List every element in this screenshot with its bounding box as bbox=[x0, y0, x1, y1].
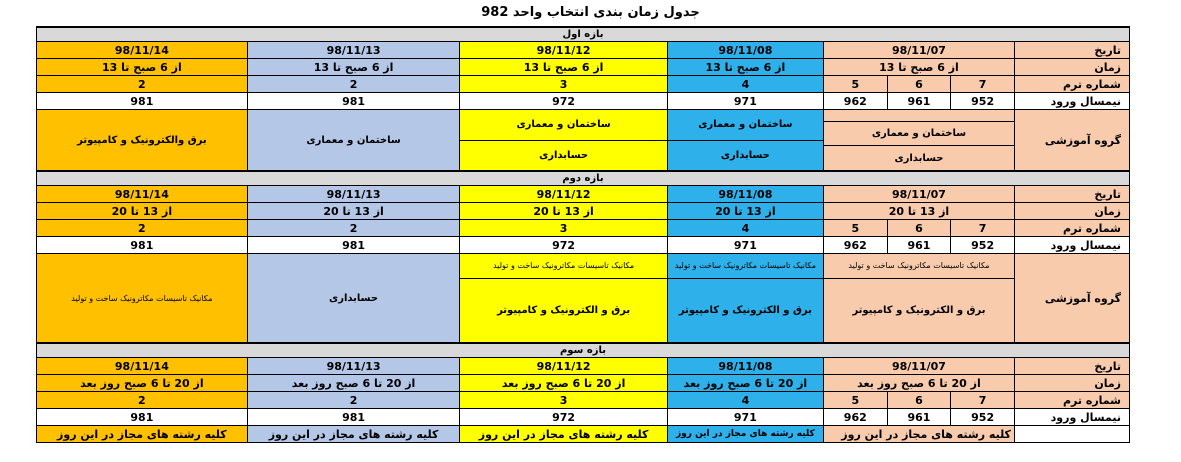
date-cell: 98/11/08 bbox=[667, 42, 823, 59]
allfields-cell: کلیه رشته های مجاز در این روز bbox=[667, 426, 823, 443]
group-list bbox=[824, 254, 1014, 342]
entry-cell: 981 bbox=[247, 93, 460, 110]
term-cell: 2 bbox=[247, 76, 460, 93]
date-cell: 98/11/08 bbox=[667, 358, 823, 375]
group-cell bbox=[247, 254, 460, 344]
time-cell: از 13 تا 20 bbox=[460, 203, 667, 220]
entry-cell: 971 bbox=[667, 93, 823, 110]
row-label-time: زمان bbox=[1014, 203, 1129, 220]
entry-cell: 962 bbox=[823, 409, 887, 426]
time-cell: از 13 تا 20 bbox=[37, 203, 248, 220]
row-label-term: شماره ترم bbox=[1014, 392, 1129, 409]
allfields-cell: کلیه رشته های مجاز در این روز bbox=[460, 426, 667, 443]
page-title: جدول زمان بندی انتخاب واحد 982 bbox=[481, 5, 700, 20]
time-cell: از 13 تا 20 bbox=[247, 203, 460, 220]
entry-cell: 962 bbox=[823, 93, 887, 110]
row-label-entry: نیمسال ورود bbox=[1014, 409, 1129, 426]
group-name: ساختمان و معماری bbox=[306, 134, 401, 146]
term-cell: 3 bbox=[460, 76, 667, 93]
group-name: برق و الکترونیک و کامپیوتر bbox=[824, 278, 1014, 342]
group-name: ساختمان و معماری bbox=[516, 119, 611, 131]
period-header-row bbox=[37, 27, 1130, 42]
entry-cell: 972 bbox=[460, 93, 667, 110]
time-cell: از 13 تا 20 bbox=[667, 203, 823, 220]
entry-cell: 971 bbox=[667, 409, 823, 426]
row-label-date: تاریخ bbox=[1014, 186, 1129, 203]
entry-cell: 952 bbox=[951, 93, 1015, 110]
group-name: مکانیک تاسیسات مکاترونیک ساخت و تولید bbox=[71, 293, 213, 303]
group-list bbox=[668, 110, 823, 170]
row-label-date: تاریخ bbox=[1014, 358, 1129, 375]
term-cell: 7 bbox=[951, 392, 1015, 409]
term-cell: 5 bbox=[823, 76, 887, 93]
term-cell: 2 bbox=[247, 220, 460, 237]
term-cell: 3 bbox=[460, 220, 667, 237]
group-name: مکانیک تاسیسات مکاترونیک ساخت و تولید bbox=[674, 261, 816, 271]
term-cell: 7 bbox=[951, 76, 1015, 93]
entry-cell: 981 bbox=[37, 93, 248, 110]
entry-cell: 952 bbox=[951, 237, 1015, 254]
group-cell bbox=[37, 110, 248, 172]
group-list bbox=[668, 254, 823, 342]
group-name: حسابداری bbox=[668, 140, 823, 171]
row-label-group: گروه آموزشی bbox=[1014, 110, 1129, 172]
date-cell: 98/11/14 bbox=[37, 42, 248, 59]
period-header-row bbox=[37, 343, 1130, 358]
term-cell: 2 bbox=[247, 392, 460, 409]
group-list bbox=[824, 110, 1014, 170]
row-label-date: تاریخ bbox=[1014, 42, 1129, 59]
date-cell: 98/11/08 bbox=[667, 186, 823, 203]
group-name: مکانیک تاسیسات مکاترونیک ساخت و تولید bbox=[848, 261, 990, 271]
group-cell bbox=[667, 254, 823, 344]
date-cell: 98/11/07 bbox=[823, 42, 1014, 59]
allfields-cell: کلیه رشته های مجاز در این روز bbox=[37, 426, 248, 443]
allfields-cell: کلیه رشته های مجاز در این روز bbox=[247, 426, 460, 443]
term-cell: 3 bbox=[460, 392, 667, 409]
time-cell: از 13 تا 20 bbox=[823, 203, 1014, 220]
group-cell bbox=[667, 110, 823, 172]
date-cell: 98/11/07 bbox=[823, 186, 1014, 203]
group-name: حسابداری bbox=[329, 292, 379, 304]
time-cell: از 20 تا 6 صبح روز بعد bbox=[460, 375, 667, 392]
term-cell: 4 bbox=[667, 392, 823, 409]
row-label-entry: نیمسال ورود bbox=[1014, 93, 1129, 110]
group-name: برق و الکترونیک و کامپیوتر bbox=[668, 278, 823, 342]
group-cell bbox=[247, 110, 460, 172]
entry-cell: 981 bbox=[37, 237, 248, 254]
group-cell bbox=[460, 254, 667, 344]
group-name: برق و الکترونیک و کامپیوتر bbox=[460, 278, 666, 342]
time-cell: از 6 صبح تا 13 bbox=[37, 59, 248, 76]
group-cell bbox=[823, 110, 1014, 172]
row-label-time: زمان bbox=[1014, 59, 1129, 76]
group-name: ساختمان و معماری bbox=[698, 119, 793, 131]
time-cell: از 20 تا 6 صبح روز بعد bbox=[37, 375, 248, 392]
group-list bbox=[37, 254, 247, 342]
term-cell: 2 bbox=[37, 392, 248, 409]
entry-cell: 961 bbox=[887, 93, 951, 110]
time-cell: از 6 صبح تا 13 bbox=[667, 59, 823, 76]
group-list bbox=[460, 110, 666, 170]
term-cell: 5 bbox=[823, 392, 887, 409]
group-list bbox=[248, 254, 460, 342]
entry-cell: 971 bbox=[667, 237, 823, 254]
row-label-term: شماره ترم bbox=[1014, 76, 1129, 93]
date-cell: 98/11/14 bbox=[37, 186, 248, 203]
date-cell: 98/11/14 bbox=[37, 358, 248, 375]
term-cell: 7 bbox=[951, 220, 1015, 237]
row-label-time: زمان bbox=[1014, 375, 1129, 392]
entry-cell: 981 bbox=[37, 409, 248, 426]
row-label-group: گروه آموزشی bbox=[1014, 254, 1129, 344]
time-cell: از 20 تا 6 صبح روز بعد bbox=[667, 375, 823, 392]
group-name: ساختمان و معماری bbox=[824, 121, 1014, 146]
date-cell: 98/11/13 bbox=[247, 42, 460, 59]
term-cell: 4 bbox=[667, 76, 823, 93]
term-cell: 2 bbox=[37, 76, 248, 93]
date-cell: 98/11/13 bbox=[247, 186, 460, 203]
period-title: بازه سوم bbox=[37, 343, 1130, 358]
entry-cell: 952 bbox=[951, 409, 1015, 426]
group-name: حسابداری bbox=[460, 140, 666, 171]
term-cell: 6 bbox=[887, 76, 951, 93]
date-cell: 98/11/13 bbox=[247, 358, 460, 375]
row-label-term: شماره ترم bbox=[1014, 220, 1129, 237]
time-cell: از 6 صبح تا 13 bbox=[823, 59, 1014, 76]
date-cell: 98/11/12 bbox=[460, 186, 667, 203]
term-cell: 2 bbox=[37, 220, 248, 237]
time-cell: از 20 تا 6 صبح روز بعد bbox=[823, 375, 1014, 392]
time-cell: از 6 صبح تا 13 bbox=[460, 59, 667, 76]
group-name: برق والکترونیک و کامپیوتر bbox=[77, 134, 207, 146]
group-list bbox=[460, 254, 666, 342]
term-cell: 4 bbox=[667, 220, 823, 237]
term-cell: 6 bbox=[887, 220, 951, 237]
term-cell: 5 bbox=[823, 220, 887, 237]
time-cell: از 20 تا 6 صبح روز بعد bbox=[247, 375, 460, 392]
period-title: بازه دوم bbox=[37, 171, 1130, 186]
date-cell: 98/11/12 bbox=[460, 42, 667, 59]
term-cell: 6 bbox=[887, 392, 951, 409]
group-cell bbox=[460, 110, 667, 172]
entry-cell: 981 bbox=[247, 237, 460, 254]
time-cell: از 6 صبح تا 13 bbox=[247, 59, 460, 76]
group-spacer bbox=[824, 110, 1014, 121]
schedule-table bbox=[36, 26, 1130, 443]
group-list bbox=[248, 110, 460, 170]
group-cell bbox=[37, 254, 248, 344]
entry-cell: 972 bbox=[460, 409, 667, 426]
entry-cell: 961 bbox=[887, 237, 951, 254]
entry-cell: 981 bbox=[247, 409, 460, 426]
group-list bbox=[37, 110, 247, 170]
date-cell: 98/11/12 bbox=[460, 358, 667, 375]
entry-cell: 961 bbox=[887, 409, 951, 426]
entry-cell: 972 bbox=[460, 237, 667, 254]
period-title: بازه اول bbox=[37, 27, 1130, 42]
row-label-group-empty bbox=[1014, 426, 1129, 443]
group-name: حسابداری bbox=[824, 145, 1014, 170]
group-name: مکانیک تاسیسات مکاترونیک ساخت و تولید bbox=[493, 261, 635, 271]
group-cell bbox=[823, 254, 1014, 344]
date-cell: 98/11/07 bbox=[823, 358, 1014, 375]
period-header-row bbox=[37, 171, 1130, 186]
allfields-cell: کلیه رشته های مجاز در این روز bbox=[823, 426, 1014, 443]
row-label-entry: نیمسال ورود bbox=[1014, 237, 1129, 254]
entry-cell: 962 bbox=[823, 237, 887, 254]
